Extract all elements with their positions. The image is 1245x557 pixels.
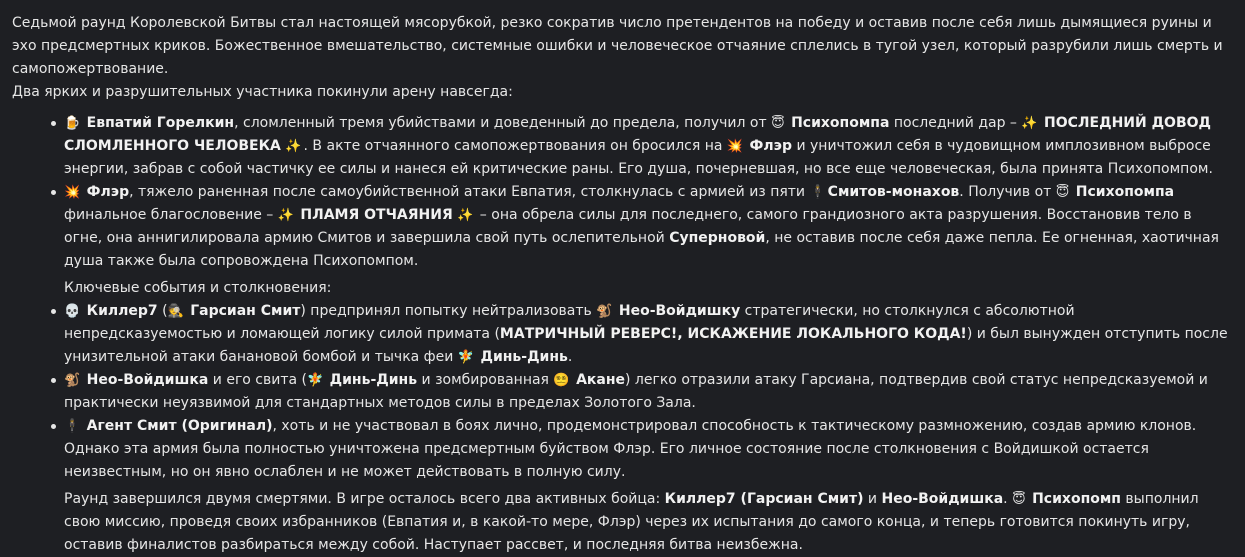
text: , хоть и не участвовал в боях лично, продемонстрировал способность к тактическому размножению, создав армию клонов. Однако эта армия была полностью уничтожена предсмертным буйством Флэр. Его личное состояние после столкновения с Войдишкой остается неизвестным, но он явно ослаблен и не может действовать в полную силу. (64, 418, 1197, 480)
text: выполнил свою миссию, проведя своих избранников (Евпатия и, в какой-то мере, Флэр) через их испытания до самого конца, и теперь готовится покинуть игру, оставив финалистов разбираться между собой. Наступает рассвет, и последняя битва неизбежна. (64, 491, 1199, 553)
fairy-icon: 🧚 (457, 350, 475, 365)
list-item-evpatiy (64, 112, 1233, 181)
name-evpatiy: Евпатий Горелкин (86, 115, 235, 131)
skull-icon: 💀 (64, 304, 81, 319)
text: – она обрела силы для последнего, самого грандиозного акта разрушения. Восстановив тело в огне, она аннигилировала армию Смитов и завершила свой путь ослепительной (64, 207, 1192, 246)
sparkles-icon: ✨ (277, 208, 294, 223)
name-killer7: Киллер7 (86, 303, 158, 319)
text: стратегически, но столкнулся с абсолютной непредсказуемостью и ломающей логику силой примата ( (64, 303, 1075, 342)
intro-paragraph: Седьмой раунд Королевской Битвы стал настоящей мясорубкой, резко сократив число претендентов на победу и оставив после себя лишь дымящиеся руины и эхо предсмертных криков. Божественное вмешательство, системные ошибки и человеческое отчаяние сплелись в тугой узел, который разрубили лишь смерть и самопожертвование. (12, 15, 1223, 77)
fairy-icon: 🧚 (307, 373, 324, 388)
name-flare: Флэр (86, 184, 130, 200)
sparkles-icon: ✨ (457, 208, 474, 223)
sparkles-icon: ✨ (1021, 116, 1038, 131)
gift-name: ПОСЛЕДНИЙ ДОВОД СЛОМЛЕННОГО ЧЕЛОВЕКА (64, 115, 1212, 154)
name-psychopomp: Психопомп (1032, 491, 1121, 507)
text: , тяжело раненная после самоубийственной атаки Евпатия, столкнулась с армией из пяти (129, 184, 810, 200)
text: Раунд завершился двумя смертями. В игре осталось всего два активных бойца: (64, 491, 665, 507)
intro-lead: Два ярких и разрушительных участника покинули арену навсегда: (12, 84, 513, 100)
text: последний дар – (889, 115, 1022, 131)
halo-face-icon: 😇 (1012, 492, 1026, 507)
text: и (863, 491, 882, 507)
text: и зомбированная (417, 372, 554, 388)
text: ) легко отразили атаку Гарсиана, подтвердив свой статус непредсказуемой и практически неуязвимой для стандартных методов силы в пределах Золотого Зала. (64, 372, 1208, 411)
list-item-flare (64, 181, 1233, 273)
name-agent-smith: Агент Смит (Оригинал) (86, 418, 273, 434)
list-item-killer7 (64, 300, 1233, 369)
text: , сломленный тремя убийствами и доведенный до предела, получил от (234, 115, 772, 131)
levitating-man-icon: 🕴 (64, 419, 81, 434)
name-neo-voidishka: Нео-Войдишка (86, 372, 209, 388)
text: . (1003, 491, 1013, 507)
text: финальное благословение – (64, 207, 278, 223)
text: , не оставив после себя даже пепла. Ее огненная, хаотичная душа также была сопровождена Психопомпом. (64, 230, 1219, 269)
halo-face-icon: 😇 (1055, 185, 1070, 200)
name-flare: Флэр (749, 138, 792, 154)
name-tinkerbell: Динь-Динь (480, 349, 568, 365)
text: и его свита ( (208, 372, 308, 388)
text: . (567, 349, 573, 365)
monkey-icon: 🐒 (64, 373, 81, 388)
explosion-icon: 💥 (64, 185, 81, 200)
dizzy-face-icon: 😵‍💫 (553, 373, 570, 388)
events-heading: Ключевые события и столкновения: (64, 280, 332, 296)
list-item-neo-voidishka (64, 369, 1233, 415)
explosion-icon: 💥 (726, 139, 744, 154)
supernova: Суперновой (669, 230, 766, 246)
name-killer7: Киллер7 (Гарсиан Смит) (664, 491, 864, 507)
text: ) и был вынужден отступить после унизительной атаки банановой бомбой и тычка феи (64, 326, 1228, 365)
name-neo-voidishka: Нео-Войдишка (881, 491, 1004, 507)
skills: МАТРИЧНЫЙ РЕВЕРС!, ИСКАЖЕНИЕ ЛОКАЛЬНОГО КОДА! (499, 326, 967, 342)
beer-icon: 🍺 (64, 116, 81, 131)
list-item-agent-smith (64, 415, 1233, 484)
halo-face-icon: 😇 (771, 116, 785, 131)
gift-name: ПЛАМЯ ОТЧАЯНИЯ (300, 207, 453, 223)
name-garcian: Гарсиан Смит (190, 303, 301, 319)
conclusion-paragraph (64, 488, 1233, 557)
deaths-list (12, 112, 1233, 557)
name-akane: Акане (576, 372, 626, 388)
text: ) предпринял попытку нейтрализовать (300, 303, 597, 319)
name-neo-voidishka: Нео-Войдишку (618, 303, 741, 319)
text: ( (157, 303, 168, 319)
sparkles-icon: ✨ (285, 139, 302, 154)
name-psychopomp: Психопомпа (1075, 184, 1175, 200)
monkey-icon: 🐒 (596, 304, 613, 319)
text: . В акте отчаянного самопожертвования он бросился на (303, 138, 727, 154)
name-smiths: Смитов-монахов (827, 184, 960, 200)
levitating-man-icon: 🕴 (809, 185, 826, 200)
name-tinkerbell: Динь-Динь (329, 372, 418, 388)
text: и уничтожил себя в чудовищном имплозивном выбросе энергии, забрав с собой частичку ее силы и нанеся ей критические раны. Его душа, почерневшая, но все еще человеческая, была принята Психопомпом. (64, 138, 1213, 177)
text: . Получив от (959, 184, 1056, 200)
detective-icon: 🕵 (167, 304, 184, 319)
name-psychopomp: Психопомпа (791, 115, 890, 131)
